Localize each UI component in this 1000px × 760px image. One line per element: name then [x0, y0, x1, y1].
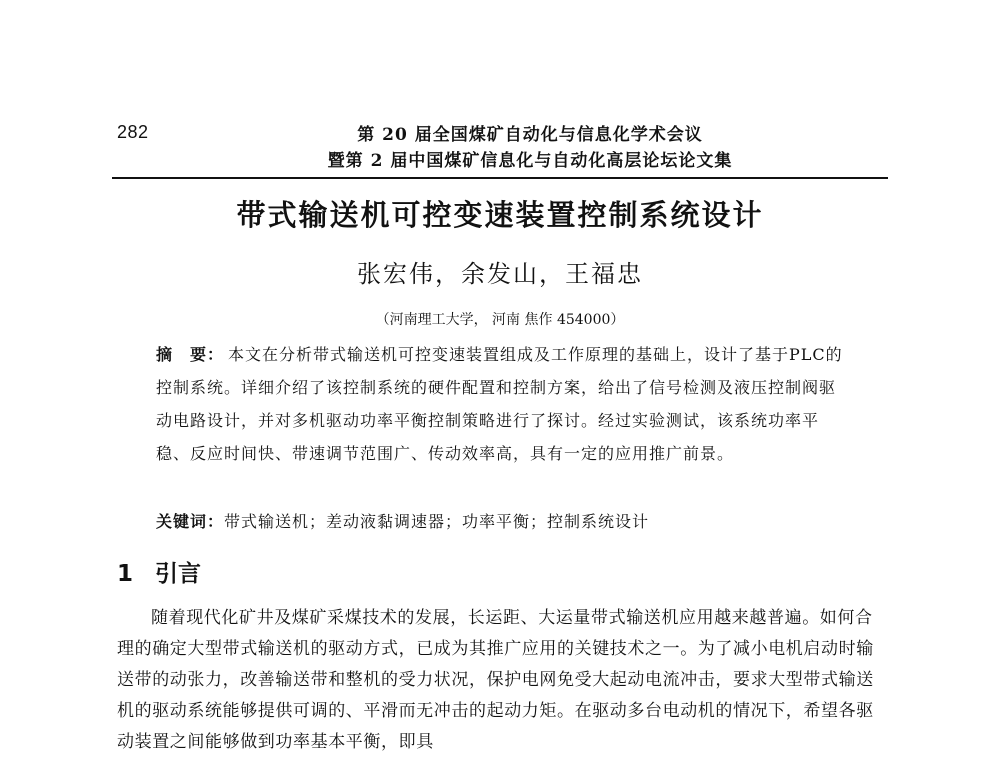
section-heading — [117, 555, 201, 588]
abstract-text: 本文在分析带式输送机可控变速装置组成及工作原理的基础上，设计了基于PLC的控制系统。详细介绍了该控制系统的硬件配置和控制方案，给出了信号检测及液压控制阀驱动电路设计，并对多机驱动功率平衡控制策略进行了探讨。经过实验测试，该系统功率平稳、反应时间快、带速调节范围广、传动效率高，具有一定的应用推广前景。 — [156, 345, 843, 463]
page-number: 282 — [117, 122, 149, 142]
running-header — [250, 122, 810, 174]
keywords — [156, 507, 846, 537]
running-header-line-1: 第 20 届全国煤矿自动化与信息化学术会议 — [357, 125, 703, 145]
keywords-label: 关键词： — [156, 512, 225, 531]
keywords-text: 带式输送机；差动液黏调速器；功率平衡；控制系统设计 — [224, 512, 650, 531]
running-header-line-2: 暨第 2 届中国煤矿信息化与自动化高层论坛论文集 — [327, 151, 733, 171]
intro-paragraph: 随着现代化矿井及煤矿采煤技术的发展，长运距、大运量带式输送机应用越来越普遍。如何合理的确定大型带式输送机的驱动方式，已成为其推广应用的关键技术之一。为了减小电机启动时输送带的动张力，改善输送带和整机的受力状况，保护电网免受大起动电流冲击，要求大型带式输送机的驱动系统能够提供可调的、平滑而无冲击的起动力矩。在驱动多台电动机的情况下，希望各驱动装置之间能够做到功率基本平衡，即具 — [117, 608, 874, 752]
section-number: 1 — [117, 561, 134, 587]
author-list: 张宏伟，余发山，王福忠 — [357, 260, 643, 288]
paper-title: 带式输送机可控变速装置控制系统设计 — [236, 198, 764, 232]
header-rule — [112, 177, 888, 179]
affiliation: （河南理工大学， 河南 焦作 454000） — [375, 312, 625, 328]
section-title: 引言 — [155, 561, 202, 587]
abstract-label: 摘 要： — [156, 345, 225, 364]
abstract — [156, 338, 846, 470]
